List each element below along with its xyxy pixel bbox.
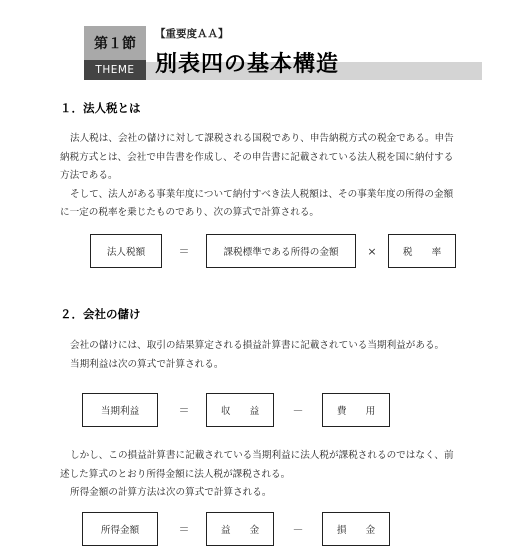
- formula-term-revenue: 収 益: [206, 393, 274, 427]
- formula-operator-equals: ＝: [178, 523, 190, 536]
- paragraph: しかし、この損益計算書に記載されている当期利益に法人税が課税されるのではなく、前述した算式のとおり所得金額に法人税が課税される。: [60, 450, 454, 480]
- section-1-body: [60, 130, 460, 223]
- paragraph: そして、法人がある事業年度について納付すべき法人税額は、その事業年度の所得の金額に一定の税率を乗じたものであり、次の算式で計算される。: [60, 188, 454, 218]
- paragraph: 所得金額の計算方法は次の算式で計算される。: [70, 487, 272, 498]
- page-title: 別表四の基本構造: [155, 52, 340, 77]
- formula-term-tax-amount: 法人税額: [90, 234, 162, 268]
- section-2-body: [60, 337, 460, 374]
- formula-term-net-income: 当期利益: [82, 393, 158, 427]
- section-heading-1: １．法人税とは: [60, 101, 141, 115]
- theme-label: THEME: [84, 60, 146, 80]
- section-2-body-continued: [60, 447, 460, 503]
- formula-term-gross-revenue: 益 金: [206, 512, 274, 546]
- page-header: [0, 0, 520, 80]
- importance-label: 【重要度ＡＡ】: [155, 28, 229, 40]
- formula-taxable-income: [0, 512, 520, 546]
- formula-operator-minus: －: [292, 523, 304, 536]
- formula-term-taxable-income: 課税標準である所得の金額: [206, 234, 356, 268]
- formula-term-income-amount: 所得金額: [82, 512, 158, 546]
- chapter-number: 第１節: [84, 26, 146, 60]
- formula-operator-multiply: ×: [367, 244, 377, 258]
- formula-term-tax-rate: 税 率: [388, 234, 456, 268]
- formula-term-expenses: 費 用: [322, 393, 390, 427]
- chapter-badge: [84, 26, 146, 80]
- formula-operator-equals: ＝: [178, 404, 190, 417]
- formula-operator-equals: ＝: [178, 245, 190, 258]
- paragraph: 会社の儲けには、取引の結果算定される損益計算書に記載されている当期利益がある。: [70, 340, 445, 351]
- formula-corporate-tax: [0, 234, 520, 268]
- formula-net-income: [0, 393, 520, 427]
- formula-operator-minus: －: [292, 404, 304, 417]
- paragraph: 当期利益は次の算式で計算される。: [70, 358, 224, 370]
- formula-term-deductible-expenses: 損 金: [322, 512, 390, 546]
- section-heading-2: ２．会社の儲け: [60, 307, 141, 321]
- paragraph: 法人税は、会社の儲けに対して課税される国税であり、申告納税方式の税金である。申告納税方式とは、会社で申告書を作成し、その申告書に記載されている法人税を国に納付する方法である。: [60, 133, 454, 181]
